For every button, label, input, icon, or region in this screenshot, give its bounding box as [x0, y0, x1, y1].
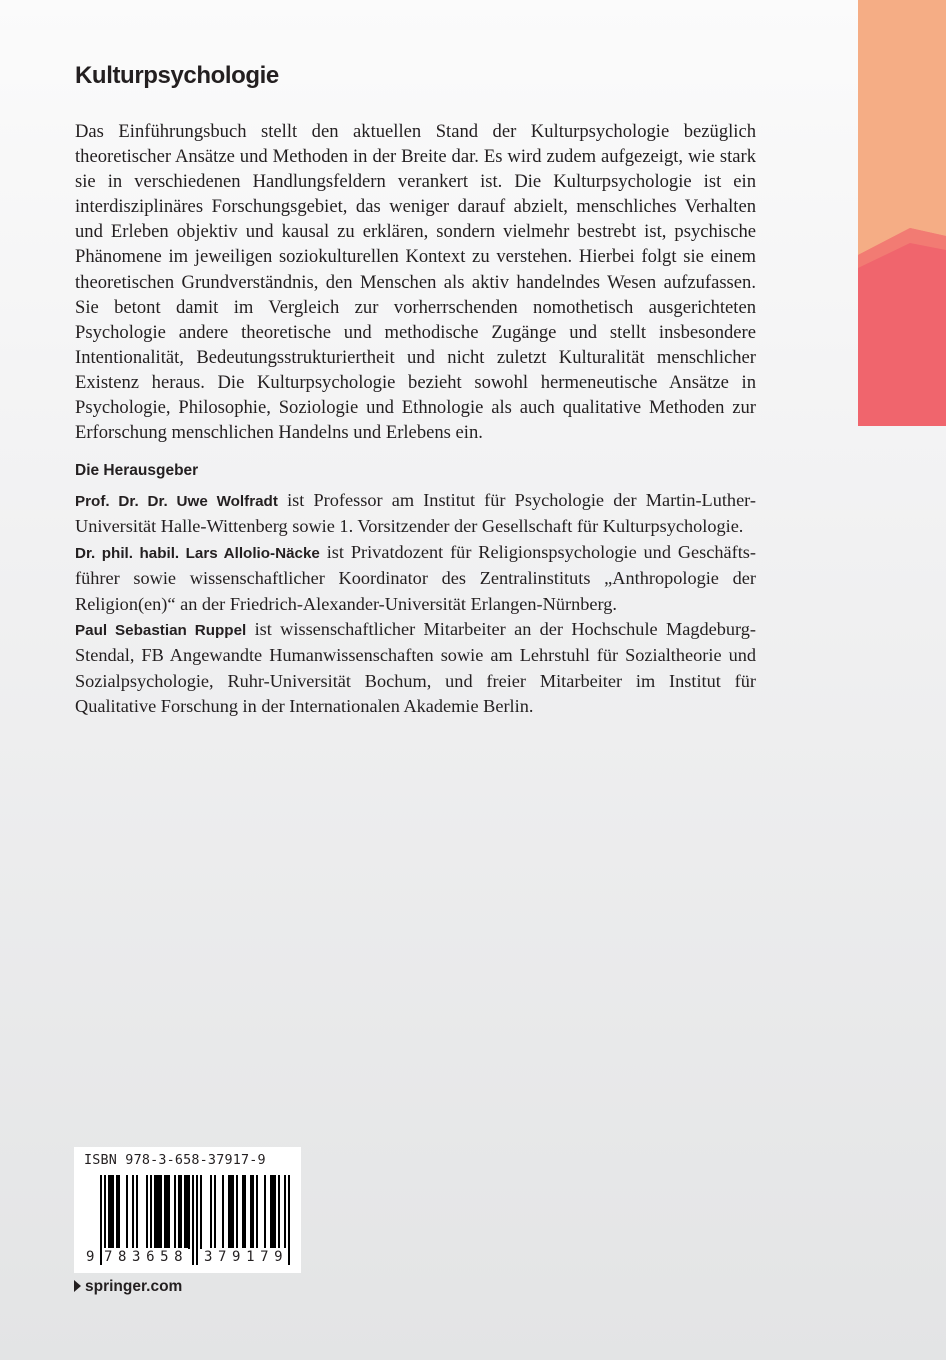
barcode-bar	[186, 1175, 188, 1249]
barcode-bar	[244, 1175, 246, 1249]
barcode-bar	[126, 1175, 128, 1249]
ean-first-digit: 9	[86, 1249, 95, 1265]
barcode-bar	[230, 1175, 232, 1249]
editor-bio-wolfradt	[75, 488, 756, 540]
barcode-bar	[200, 1175, 202, 1249]
barcode-bar	[180, 1175, 182, 1249]
barcode-bar	[156, 1175, 158, 1249]
barcode-bar	[112, 1175, 114, 1249]
barcode-bar	[158, 1175, 160, 1249]
book-title: Kulturpsychologie	[75, 62, 279, 89]
isbn-label: ISBN 978-3-658-37917-9	[84, 1153, 266, 1168]
barcode-bar	[108, 1175, 110, 1249]
barcode-bar	[192, 1175, 194, 1265]
editor-bio-ruppel	[75, 617, 756, 720]
barcode-bar	[270, 1175, 272, 1249]
barcode-bar	[150, 1175, 152, 1249]
barcode-bar	[214, 1175, 216, 1249]
editor-name: Prof. Dr. Dr. Uwe Wolfradt	[75, 493, 278, 510]
barcode-bar	[272, 1175, 274, 1249]
editor-description: ist wissenschaftlicher Mitarbeiter an der Hochschule Magdeburg-Stendal, FB Angewandte Humanwissenschaften sowie am Lehrstuhl für Sozialtheorie und Sozialpsychologie, Ruhr-Universität Bochum, und freier Mitarbeiter im Institut für Qualitative Forschung in der Internationalen Akademie Berlin.	[75, 619, 756, 717]
barcode-bar	[100, 1175, 102, 1265]
barcode-bar	[178, 1175, 180, 1249]
barcode-bar	[264, 1175, 266, 1249]
publisher-link[interactable]	[74, 1278, 182, 1296]
decorative-color-strip	[858, 0, 946, 426]
publisher-link-text: springer.com	[85, 1278, 183, 1295]
barcode-bar	[236, 1175, 238, 1249]
editor-bios	[75, 488, 756, 720]
barcode-bar	[154, 1175, 156, 1249]
barcode-bar	[210, 1175, 212, 1249]
barcode-bar	[118, 1175, 120, 1249]
barcode-bar	[188, 1175, 190, 1249]
barcode-bar	[242, 1175, 244, 1249]
arrow-right-icon	[74, 1280, 81, 1292]
isbn-barcode	[74, 1147, 301, 1273]
barcode-bar	[232, 1175, 234, 1249]
barcode-bar	[196, 1175, 198, 1265]
barcode-bar	[168, 1175, 170, 1249]
barcode-bar	[278, 1175, 280, 1249]
barcode-bar	[132, 1175, 134, 1249]
barcode-bar	[228, 1175, 230, 1249]
barcode-bar	[116, 1175, 118, 1249]
barcode-bar	[164, 1175, 166, 1249]
editor-bio-allolio-naecke	[75, 540, 756, 617]
editors-heading: Die Herausgeber	[75, 462, 199, 479]
barcode-bar	[274, 1175, 276, 1249]
editor-name: Paul Sebastian Ruppel	[75, 622, 247, 640]
ean-right-digits: 379179	[204, 1249, 289, 1265]
barcode-bar	[160, 1175, 162, 1249]
editor-description: ist Privatdozent für Religionspsychologie und Geschäftsführer sowie wissenschaftlicher Koordinator des Zentralinstituts „Anthropologie der Religion(en)“ an der Friedrich-Alexander-Universität Erlangen-Nürnberg.	[75, 541, 756, 614]
barcode-bar	[146, 1175, 148, 1249]
editor-description: ist Professor am Institut für Psychologie der Martin-Luther-Universität Halle-Wittenberg sowie 1. Vorsitzender der Gesellschaft für Kulturpsychologie.	[75, 490, 756, 537]
barcode-bar	[184, 1175, 186, 1249]
barcode-bar	[288, 1175, 290, 1265]
barcode-bar	[250, 1175, 252, 1249]
barcode-bar	[110, 1175, 112, 1249]
barcode-bar	[256, 1175, 258, 1249]
barcode-bar	[252, 1175, 254, 1249]
barcode-bar	[166, 1175, 168, 1249]
barcode-bar	[174, 1175, 176, 1249]
barcode-bar	[136, 1175, 138, 1249]
book-description: Das Einführungsbuch stellt den aktuellen Stand der Kulturpsychologie bezüglich theoretischer Ansätze und Methoden in der Breite dar. Es wird zudem aufgezeigt, wie stark sie in verschiedenen Handlungsfeldern verankert ist. Die Kulturpsychologie ist ein interdisziplinäres Forschungsgebiet, das weniger darauf abzielt, menschliches Verhalten und Erleben objektiv und kausal zu erklären, sondern vielmehr bestrebt ist, psychische Phänomene im jeweiligen soziokulturellen Kontext zu verstehen. Hierbei folgt sie einem theoretischen Grundverständnis, den Menschen als aktiv handelndes Wesen aufzufassen. Sie betont damit im Vergleich zur vorherrschenden nomothetisch ausgerichteten Psychologie andere theoretische und methodische Zugänge und stellt insbesondere Intentionalität, Bedeutungsstrukturiertheit und nicht zuletzt Kulturalität menschlicher Existenz heraus. Die Kulturpsychologie bezieht sowohl hermeneutische Ansätze in Psychologie, Philosophie, Soziologie und Ethnologie als auch qualitative Methoden zur Erforschung menschlichen Handelns und Erlebens ein.	[75, 121, 756, 444]
ean-left-digits: 783658	[104, 1249, 189, 1265]
editor-name: Dr. phil. habil. Lars Allolio-Näcke	[75, 544, 320, 562]
barcode-bar	[222, 1175, 224, 1249]
